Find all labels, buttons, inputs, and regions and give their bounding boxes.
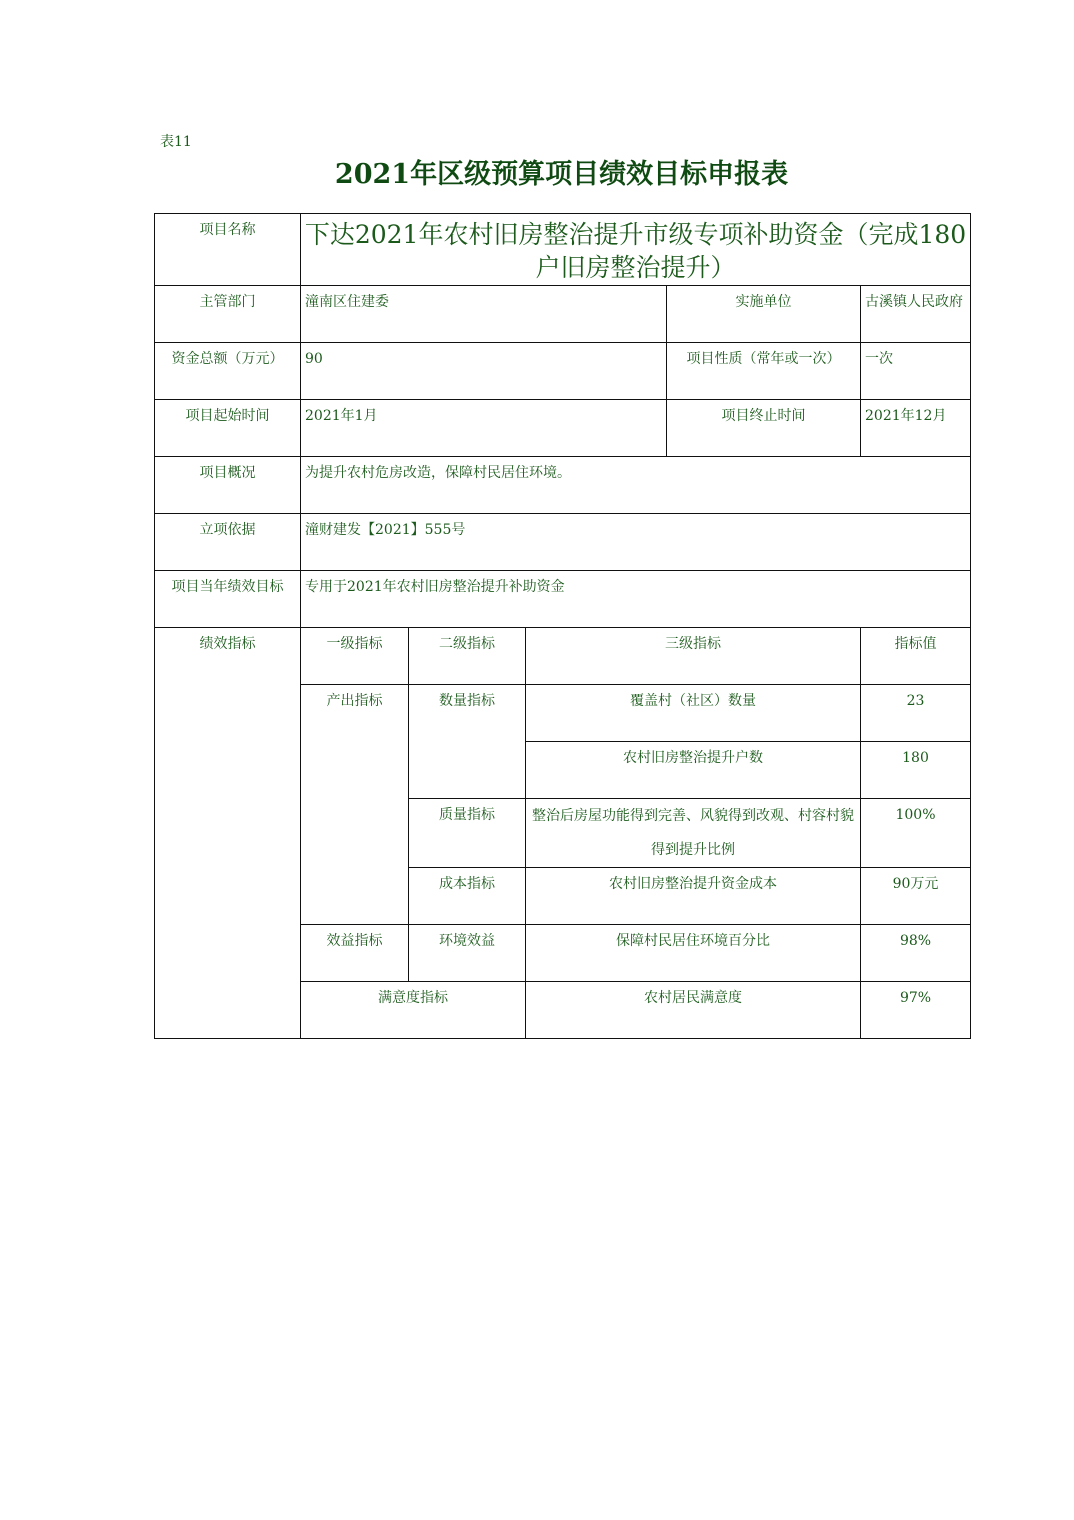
overview-label: 项目概况 <box>155 457 301 514</box>
impl-unit-label: 实施单位 <box>667 286 861 343</box>
header-level1: 一级指标 <box>301 628 409 685</box>
indicators-label: 绩效指标 <box>155 628 301 1039</box>
indicator-name: 农村居民满意度 <box>526 982 861 1039</box>
project-name-label: 项目名称 <box>155 214 301 286</box>
end-time-label: 项目终止时间 <box>667 400 861 457</box>
project-name-value: 下达2021年农村旧房整治提升市级专项补助资金（完成180户旧房整治提升） <box>301 214 971 286</box>
benefit-indicator: 效益指标 <box>301 925 409 982</box>
row-time <box>155 400 971 457</box>
env-benefit-indicator: 环境效益 <box>409 925 526 982</box>
indicator-value: 98% <box>861 925 971 982</box>
cost-indicator: 成本指标 <box>409 868 526 925</box>
row-department <box>155 286 971 343</box>
indicator-name: 农村旧房整治提升资金成本 <box>526 868 861 925</box>
quality-indicator: 质量指标 <box>409 799 526 868</box>
header-level2: 二级指标 <box>409 628 526 685</box>
indicator-name: 整治后房屋功能得到完善、风貌得到改观、村容村貌得到提升比例 <box>526 799 861 868</box>
header-level3: 三级指标 <box>526 628 861 685</box>
indicator-header-row <box>155 628 971 685</box>
indicator-name: 覆盖村（社区）数量 <box>526 685 861 742</box>
impl-unit-value: 古溪镇人民政府 <box>861 286 971 343</box>
quantity-indicator: 数量指标 <box>409 685 526 799</box>
indicator-name: 保障村民居住环境百分比 <box>526 925 861 982</box>
table-number-label: 表11 <box>160 134 192 150</box>
funds-value: 90 <box>301 343 667 400</box>
indicator-value: 100% <box>861 799 971 868</box>
end-time-value: 2021年12月 <box>861 400 971 457</box>
performance-target-table <box>154 213 971 1039</box>
indicator-value: 90万元 <box>861 868 971 925</box>
indicator-value: 180 <box>861 742 971 799</box>
dept-label: 主管部门 <box>155 286 301 343</box>
overview-value: 为提升农村危房改造，保障村民居住环境。 <box>301 457 971 514</box>
goal-label: 项目当年绩效目标 <box>155 571 301 628</box>
dept-value: 潼南区住建委 <box>301 286 667 343</box>
goal-value: 专用于2021年农村旧房整治提升补助资金 <box>301 571 971 628</box>
row-overview <box>155 457 971 514</box>
page-title: 2021年区级预算项目绩效目标申报表 <box>334 159 789 190</box>
start-time-value: 2021年1月 <box>301 400 667 457</box>
basis-value: 潼财建发【2021】555号 <box>301 514 971 571</box>
row-funds <box>155 343 971 400</box>
indicator-name: 农村旧房整治提升户数 <box>526 742 861 799</box>
indicator-value: 97% <box>861 982 971 1039</box>
header-value: 指标值 <box>861 628 971 685</box>
row-basis <box>155 514 971 571</box>
row-project-name <box>155 214 971 286</box>
nature-label: 项目性质（常年或一次） <box>667 343 861 400</box>
basis-label: 立项依据 <box>155 514 301 571</box>
output-indicator: 产出指标 <box>301 685 409 925</box>
nature-value: 一次 <box>861 343 971 400</box>
row-goal <box>155 571 971 628</box>
start-time-label: 项目起始时间 <box>155 400 301 457</box>
indicator-value: 23 <box>861 685 971 742</box>
funds-label: 资金总额（万元） <box>155 343 301 400</box>
satisfaction-indicator: 满意度指标 <box>301 982 526 1039</box>
